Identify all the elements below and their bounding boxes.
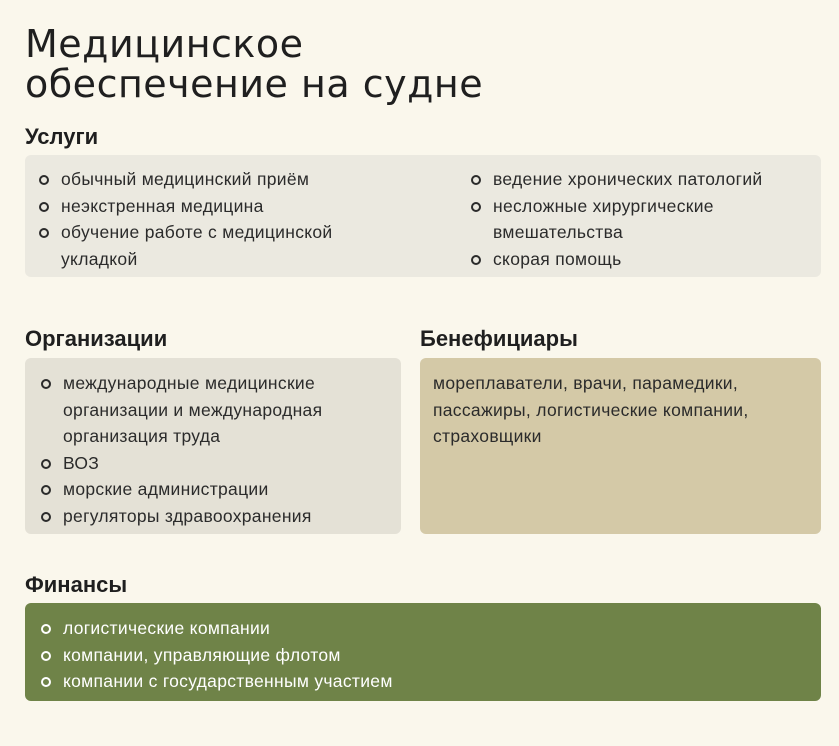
ring-bullet-icon [39, 228, 49, 238]
page-title-line-1: Медицинское [25, 22, 304, 66]
services-heading: Услуги [25, 124, 99, 149]
list-item-text: ведение хронических патологий [493, 169, 763, 189]
ring-bullet-icon [39, 202, 49, 212]
list-item [471, 246, 811, 273]
list-item-text: скорая помощь [493, 248, 622, 269]
beneficiaries-heading: Бенефициары [420, 326, 578, 351]
services-list-left [39, 166, 439, 272]
list-item [471, 193, 773, 246]
list-item [471, 166, 811, 193]
ring-bullet-icon [471, 175, 481, 185]
list-item-text: обычный медицинский приём [61, 169, 310, 189]
ring-bullet-icon [41, 677, 51, 687]
list-item [41, 503, 361, 530]
beneficiaries-text: мореплаватели, врачи, парамедики, пассажиры, логистические компании, страховщики [433, 373, 749, 446]
ring-bullet-icon [471, 202, 481, 212]
list-item-text: международные медицинские организации и международная организация труда [63, 373, 323, 446]
ring-bullet-icon [41, 651, 51, 661]
page-title-line-2: обеспечение на судне [25, 62, 484, 106]
list-item-text: ВОЗ [63, 452, 100, 473]
services-list-right [471, 166, 811, 272]
finance-heading: Финансы [25, 572, 128, 597]
list-item-text: регуляторы здравоохранения [63, 505, 312, 526]
list-item [39, 193, 439, 220]
organizations-card [25, 358, 401, 534]
list-item-text: компании, управляющие флотом [63, 644, 341, 665]
list-item [41, 668, 821, 695]
organizations-list [41, 370, 361, 529]
list-item [41, 476, 361, 503]
list-item-text: морские администрации [63, 479, 269, 499]
list-item-text: обучение работе с медицинской укладкой [61, 222, 333, 269]
ring-bullet-icon [41, 485, 51, 495]
ring-bullet-icon [471, 255, 481, 265]
ring-bullet-icon [41, 512, 51, 522]
list-item [41, 615, 821, 642]
finance-card [25, 603, 821, 701]
ring-bullet-icon [39, 175, 49, 185]
list-item-text: логистические компании [63, 618, 271, 638]
list-item-text: несложные хирургические вмешательства [493, 195, 714, 242]
ring-bullet-icon [41, 624, 51, 634]
page-title [25, 24, 483, 104]
ring-bullet-icon [41, 459, 51, 469]
finance-list [41, 615, 821, 695]
list-item [41, 642, 821, 669]
ring-bullet-icon [41, 379, 51, 389]
list-item [39, 166, 439, 193]
list-item [41, 370, 361, 450]
services-card [25, 155, 821, 277]
list-item [39, 219, 391, 272]
beneficiaries-card [420, 358, 821, 534]
list-item [41, 450, 361, 477]
list-item-text: компании с государственным участием [63, 671, 393, 691]
list-item-text: неэкстренная медицина [61, 195, 264, 216]
organizations-heading: Организации [25, 326, 168, 351]
